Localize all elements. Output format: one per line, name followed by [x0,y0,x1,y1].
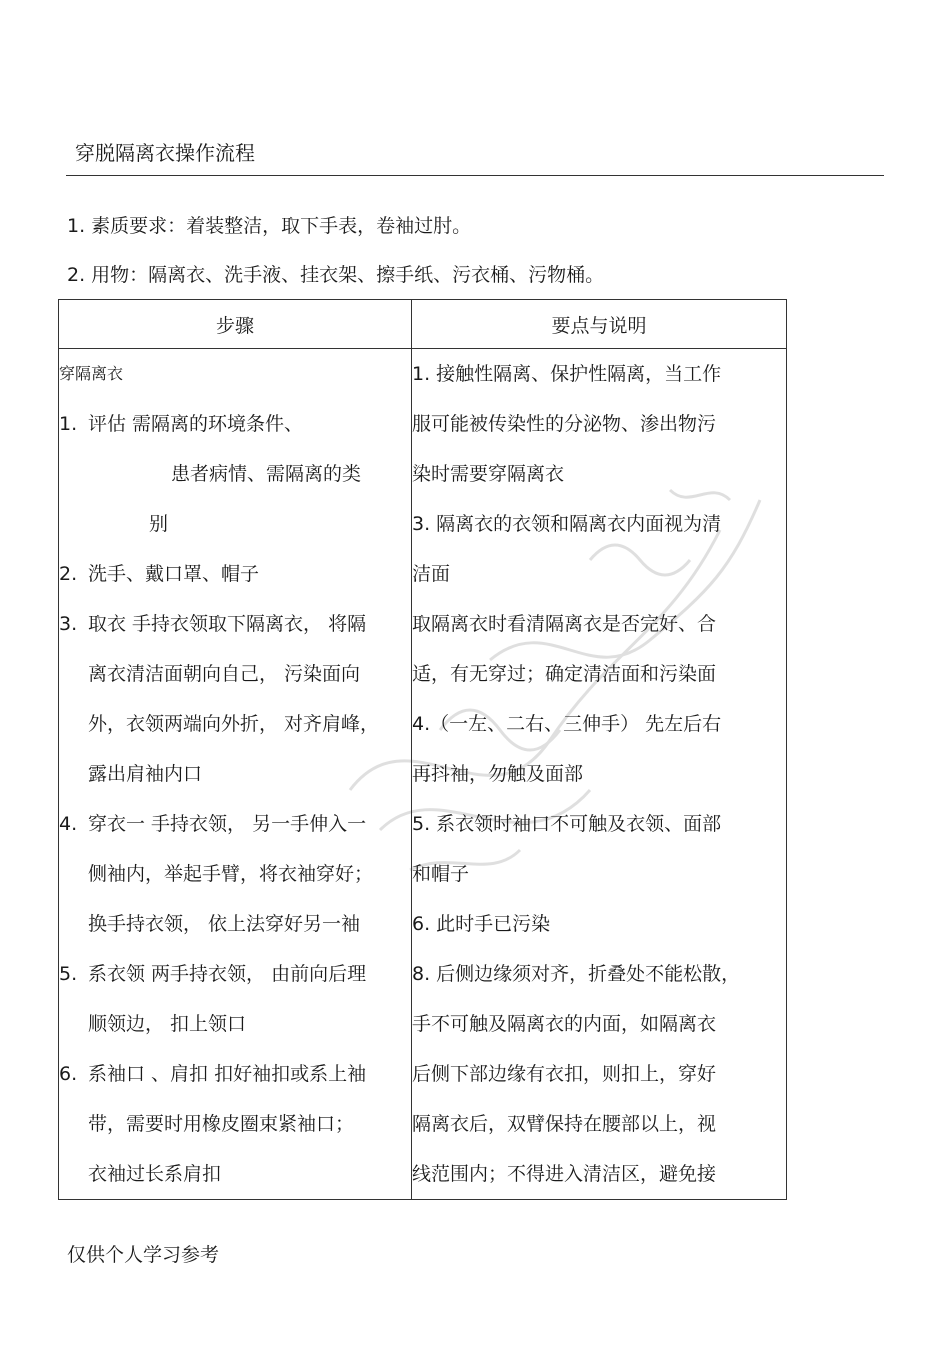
column-header-steps: 步骤 [59,300,412,349]
step-text-continued: 外，衣领两端向外折， 对齐肩峰， [88,713,380,735]
note-line: 服可能被传染性的分泌物、渗出物污 [412,413,717,435]
step-number: 6. [59,1063,78,1085]
step-number: 3. [59,613,78,635]
section-title: 穿隔离衣 [59,364,124,383]
step-text-continued: 侧袖内，举起手臂，将衣袖穿好； [88,863,374,885]
step-text: 穿衣一 手持衣领， 另一手伸入一 [88,813,367,835]
note-line: 5. 系衣领时袖口不可触及衣领、面部 [412,813,722,835]
step-text-continued: 别 [149,513,169,535]
notes-cell [412,349,787,1200]
note-line: 1. 接触性隔离、保护性隔离，当工作 [412,363,722,385]
page-title: 穿脱隔离衣操作流程 [75,141,255,165]
step-text-continued: 离衣清洁面朝向自己， 污染面向 [88,663,361,685]
note-line: 隔离衣后，双臂保持在腰部以上，视 [412,1113,717,1135]
step-text: 取衣 手持衣领取下隔离衣， 将隔 [88,613,367,635]
step-3 [59,599,411,649]
table-header-row [59,300,787,349]
note-line: 线范围内；不得进入清洁区，避免接 [412,1163,717,1185]
table-row [59,349,787,1200]
step-5 [59,949,411,999]
procedure-table [58,299,787,1200]
step-text: 系衣领 两手持衣领， 由前向后理 [88,963,367,985]
note-line: 6. 此时手已污染 [412,913,551,935]
note-line: 手不可触及隔离衣的内面，如隔离衣 [412,1013,717,1035]
step-2 [59,549,411,599]
requirement-quality: 1. 素质要求：着装整洁，取下手表，卷袖过肘。 [67,215,472,237]
step-text-continued: 患者病情、需隔离的类 [171,463,362,485]
note-line: 4.（一左、二右、三伸手） 先左后右 [412,713,722,735]
step-text: 评估 需隔离的环境条件、 [88,413,304,435]
requirement-supplies: 2. 用物：隔离衣、洗手液、挂衣架、擦手纸、污衣桶、污物桶。 [67,264,605,286]
footer-note: 仅供个人学习参考 [67,1244,220,1266]
note-line: 8. 后侧边缘须对齐，折叠处不能松散， [412,963,741,985]
note-line: 适，有无穿过；确定清洁面和污染面 [412,663,717,685]
step-1 [59,399,411,449]
note-line: 再抖袖，勿触及面部 [412,763,584,785]
steps-cell [59,349,412,1200]
step-text: 系袖口 、肩扣 扣好袖扣或系上袖 [88,1063,367,1085]
step-text: 洗手、戴口罩、帽子 [88,563,260,585]
note-line: 后侧下部边缘有衣扣，则扣上，穿好 [412,1063,717,1085]
note-line: 3. 隔离衣的衣领和隔离衣内面视为清 [412,513,722,535]
note-line: 和帽子 [412,863,470,885]
header-divider [66,175,884,176]
note-line: 取隔离衣时看清隔离衣是否完好、合 [412,613,717,635]
step-text-continued: 衣袖过长系肩扣 [88,1163,222,1185]
step-number: 1. [59,413,78,435]
step-number: 2. [59,563,78,585]
note-line: 染时需要穿隔离衣 [412,463,565,485]
step-text-continued: 顺领边， 扣上领口 [88,1013,247,1035]
note-line: 洁面 [412,563,451,585]
step-text-continued: 露出肩袖内口 [88,763,203,785]
step-text-continued: 换手持衣领， 依上法穿好另一袖 [88,913,361,935]
step-number: 4. [59,813,78,835]
column-header-notes: 要点与说明 [412,300,787,349]
step-6 [59,1049,411,1099]
step-text-continued: 带，需要时用橡皮圈束紧袖口； [88,1113,355,1135]
step-4 [59,799,411,849]
step-number: 5. [59,963,78,985]
